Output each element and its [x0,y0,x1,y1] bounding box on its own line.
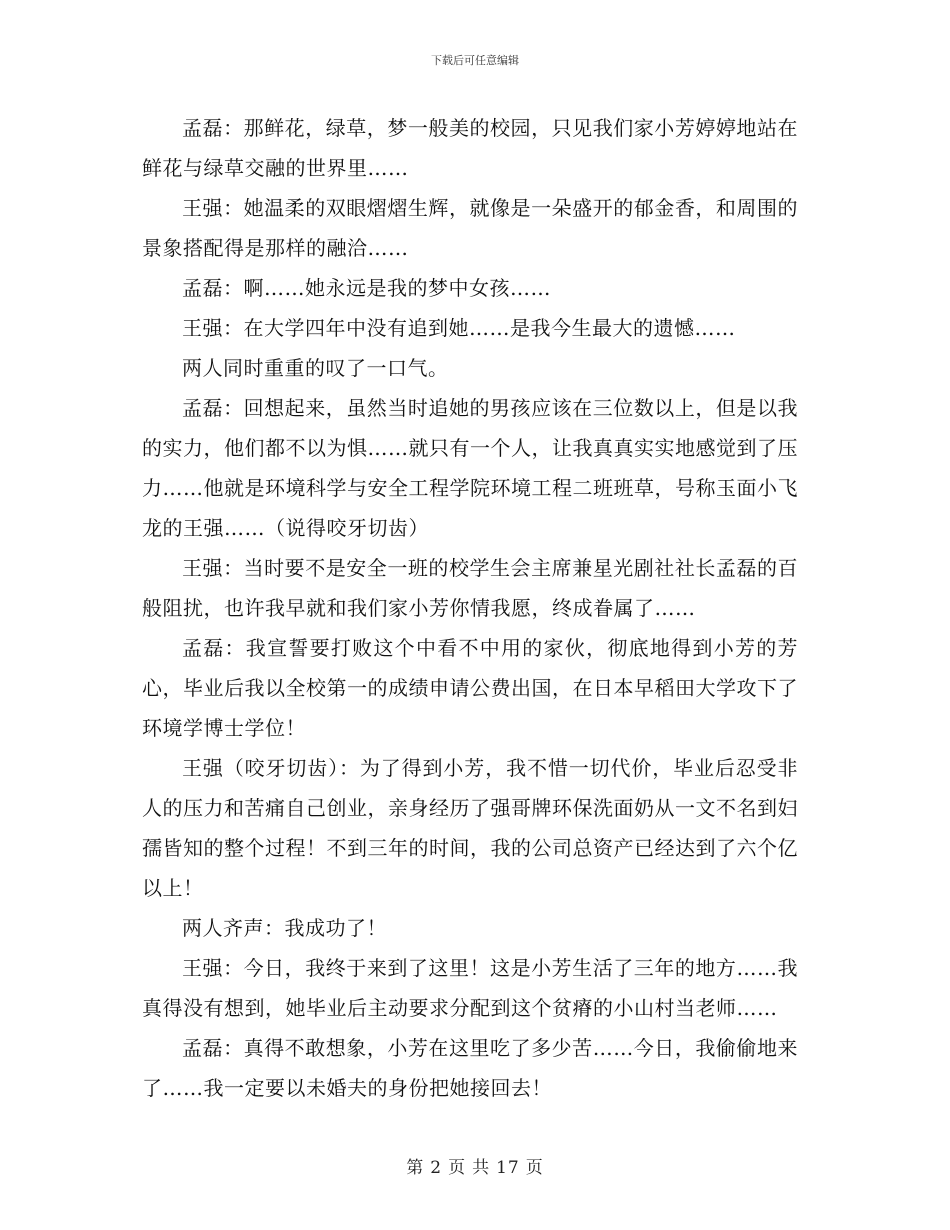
dialogue-paragraph: 孟磊：啊……她永远是我的梦中女孩…… [182,276,551,300]
narration-paragraph: 两人同时重重的叹了一口气。 [182,356,449,380]
page-unit: 页 [448,1158,467,1178]
page-header: 下载后可任意编辑 [431,54,519,67]
dialogue-paragraph: 王强：当时要不是安全一班的校学生会主席兼星光剧社社长孟磊的百般阻扰，也许我早就和我们家小芳你情我愿，终成眷属了…… [142,556,798,620]
dialogue-paragraph: 两人齐声：我成功了！ [182,916,387,940]
total-unit: 页 [525,1158,544,1178]
dialogue-paragraph: 孟磊：回想起来，虽然当时追她的男孩应该在三位数以上，但是以我的实力，他们都不以为惧……就只有一个人，让我真真实实地感觉到了压力……他就是环境科学与安全工程学院环境工程二班班草，号称玉面小飞龙的王强……（说得咬牙切齿） [142,396,798,540]
dialogue-paragraph: 孟磊：我宣誓要打败这个中看不中用的家伙，彻底地得到小芳的芳心，毕业后我以全校第一的成绩申请公费出国，在日本早稻田大学攻下了环境学博士学位！ [142,636,798,740]
total-prefix: 共 [472,1158,491,1178]
dialogue-paragraph: 孟磊：真得不敢想象，小芳在这里吃了多少苦……今日，我偷偷地来了……我一定要以未婚夫的身份把她接回去！ [142,1036,798,1100]
dialogue-paragraph: 王强：在大学四年中没有追到她……是我今生最大的遗憾…… [182,316,736,340]
document-body [142,108,798,1108]
dialogue-paragraph: 王强：今日，我终于来到了这里！这是小芳生活了三年的地方……我真得没有想到，她毕业后主动要求分配到这个贫瘠的小山村当老师…… [142,956,798,1020]
dialogue-paragraph: 王强（咬牙切齿）：为了得到小芳，我不惜一切代价，毕业后忍受非人的压力和苦痛自己创业，亲身经历了强哥牌环保洗面奶从一文不名到妇孺皆知的整个过程！不到三年的时间，我的公司总资产已经达到了六个亿以上！ [142,756,798,900]
page-footer [0,1153,950,1178]
current-page-number: 2 [430,1158,443,1178]
dialogue-paragraph: 王强：她温柔的双眼熠熠生辉，就像是一朵盛开的郁金香，和周围的景象搭配得是那样的融洽…… [142,196,798,260]
total-page-count: 17 [496,1158,520,1178]
page-prefix: 第 [406,1158,425,1178]
dialogue-paragraph: 孟磊：那鲜花，绿草，梦一般美的校园，只见我们家小芳婷婷地站在鲜花与绿草交融的世界里…… [142,116,798,180]
